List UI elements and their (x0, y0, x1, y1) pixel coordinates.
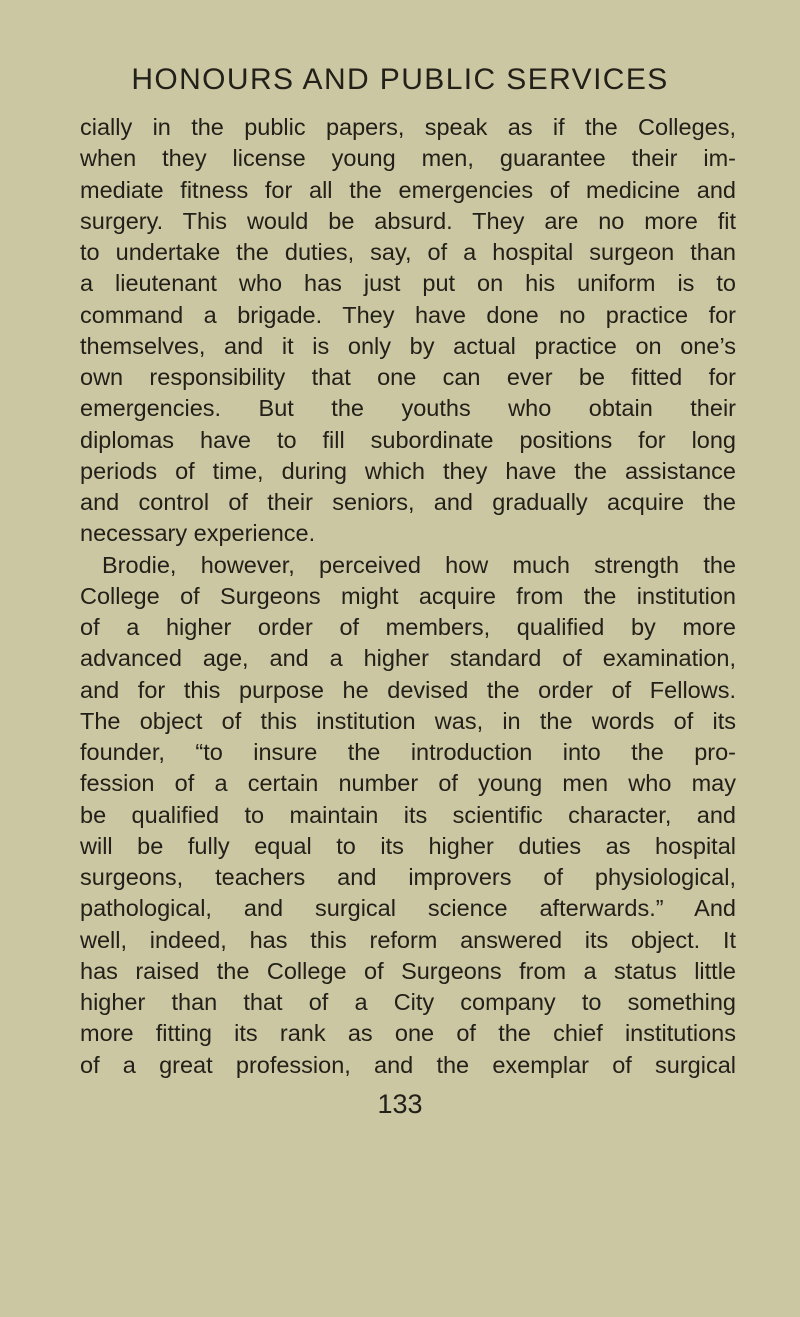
text-line: own responsibility that one can ever be fitted for (80, 364, 736, 390)
text-line: The object of this institution was, in the words of its (80, 707, 736, 734)
text-line: be qualified to maintain its scientific character, and (80, 801, 736, 828)
text-line: surgeons, teachers and improvers of physiological, (80, 864, 736, 890)
text-line: founder, “to insure the introduction into the pro- (80, 739, 736, 765)
text-line: of a higher order of members, qualified by more (80, 614, 736, 640)
text-line: to undertake the duties, say, of a hospital surgeon than (80, 239, 736, 265)
text-line: College of Surgeons might acquire from the institution (80, 582, 736, 609)
text-line: surgery. This would be absurd. They are no more fit (80, 207, 736, 234)
text-line: higher than that of a City company to something (80, 989, 736, 1015)
text-line: command a brigade. They have done no practice for (80, 301, 736, 328)
text-line: advanced age, and a higher standard of examination, (80, 645, 736, 672)
text-line: emergencies. But the youths who obtain their (80, 395, 736, 422)
text-line: a lieutenant who has just put on his uniform is to (80, 270, 736, 297)
text-line: fession of a certain number of young men who may (80, 770, 736, 797)
text-line: when they license young men, guarantee their im- (80, 145, 736, 172)
text-line: and for this purpose he devised the order of Fellows. (80, 676, 736, 703)
text-line: periods of time, during which they have the assistance (80, 457, 736, 484)
paragraph-start-line: Brodie, however, perceived how much strength the (102, 551, 736, 578)
text-line: more fitting its rank as one of the chief institutions (80, 1020, 736, 1047)
text-line: has raised the College of Surgeons from a status little (80, 957, 736, 984)
text-line: necessary experience. (80, 520, 316, 547)
text-line: mediate fitness for all the emergencies of medicine and (80, 176, 736, 203)
text-line: diplomas have to fill subordinate positions for long (80, 426, 736, 453)
text-line: pathological, and surgical science afterwards.” And (80, 895, 736, 922)
text-line: and control of their seniors, and gradually acquire the (80, 489, 736, 515)
text-line: cially in the public papers, speak as if the Colleges, (80, 114, 736, 140)
body-text (80, 112, 736, 1081)
text-line: well, indeed, has this reform answered its object. It (80, 926, 736, 953)
running-head: HONOURS AND PUBLIC SERVICES (131, 63, 669, 96)
page-number: 133 (377, 1089, 423, 1119)
text-line: themselves, and it is only by actual practice on one’s (80, 332, 736, 359)
text-line: will be fully equal to its higher duties as hospital (80, 832, 736, 859)
text-line: of a great profession, and the exemplar of surgical (80, 1051, 736, 1078)
